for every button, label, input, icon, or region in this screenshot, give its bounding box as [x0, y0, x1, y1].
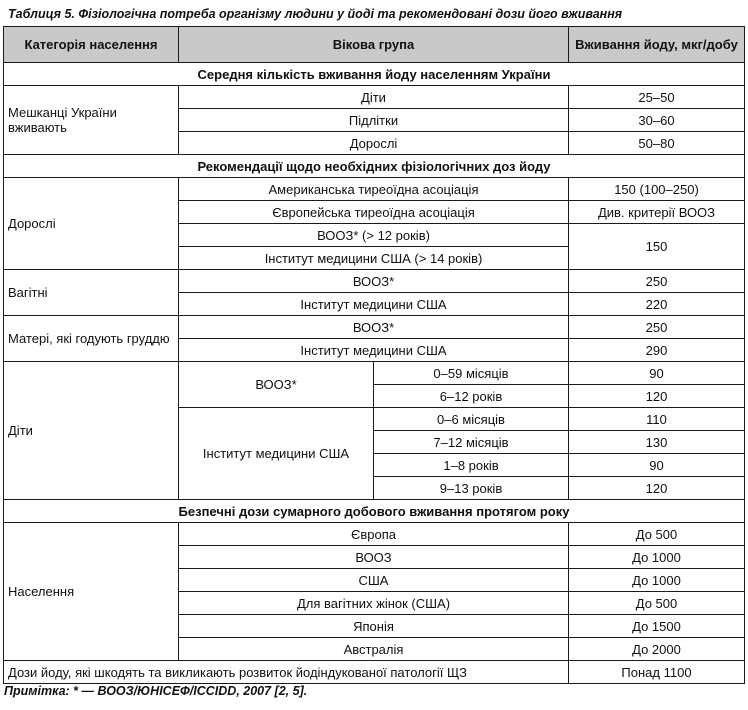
group-cell: Для вагітних жінок (США) [179, 592, 569, 615]
group-cell: Дорослі [179, 132, 569, 155]
header-intake: Вживання йоду, мкг/добу [569, 27, 745, 63]
value-cell: 25–50 [569, 86, 745, 109]
table-row [4, 316, 745, 339]
value-cell: До 500 [569, 523, 745, 546]
category-cell: Вагітні [4, 270, 179, 316]
category-cell: Мешканці України вживають [4, 86, 179, 155]
table-caption: Таблиця 5. Фізіологічна потреба організму людини у йоді та рекомендовані дози його вживання [8, 7, 623, 21]
harmful-value: Понад 1100 [569, 661, 745, 684]
category-cell: Населення [4, 523, 179, 661]
age-cell: 7–12 місяців [374, 431, 569, 454]
table-row [4, 178, 745, 201]
group-cell: ВООЗ* (> 12 років) [179, 224, 569, 247]
age-cell: 6–12 років [374, 385, 569, 408]
value-cell: 90 [569, 454, 745, 477]
section-title: Рекомендації щодо необхідних фізіологічних доз йоду [4, 155, 745, 178]
group-cell: ВООЗ* [179, 316, 569, 339]
value-cell: 220 [569, 293, 745, 316]
table-row [4, 523, 745, 546]
value-cell: 250 [569, 270, 745, 293]
table-row [4, 661, 745, 684]
harmful-label: Дози йоду, які шкодять та викликають розвиток йодіндукованої патології ЩЗ [4, 661, 569, 684]
category-cell: Дорослі [4, 178, 179, 270]
section-title: Середня кількість вживання йоду населенням України [4, 63, 745, 86]
group-cell: Японія [179, 615, 569, 638]
group-cell: ВООЗ* [179, 270, 569, 293]
value-cell: 50–80 [569, 132, 745, 155]
group-cell: Європейська тиреоїдна асоціація [179, 201, 569, 224]
value-cell: До 1000 [569, 546, 745, 569]
group-cell: Європа [179, 523, 569, 546]
value-cell: 290 [569, 339, 745, 362]
value-cell: До 500 [569, 592, 745, 615]
value-cell: 30–60 [569, 109, 745, 132]
value-cell: 110 [569, 408, 745, 431]
value-cell: 130 [569, 431, 745, 454]
value-cell: 120 [569, 477, 745, 500]
header-row [4, 27, 745, 63]
header-category: Категорія населення [4, 27, 179, 63]
table-note: Примітка: * — ВООЗ/ЮНІСЕФ/ІССІDD, 2007 [2, 5]. [4, 684, 308, 698]
table-row [4, 362, 745, 385]
table-row [4, 270, 745, 293]
group-cell: ВООЗ [179, 546, 569, 569]
value-cell: 150 [569, 224, 745, 270]
age-cell: 9–13 років [374, 477, 569, 500]
value-cell: 250 [569, 316, 745, 339]
category-cell: Діти [4, 362, 179, 500]
source-cell: Інститут медицини США [179, 408, 374, 500]
age-cell: 0–6 місяців [374, 408, 569, 431]
group-cell: Діти [179, 86, 569, 109]
value-cell: Див. критерії ВООЗ [569, 201, 745, 224]
group-cell: Австралія [179, 638, 569, 661]
table-row [4, 86, 745, 109]
value-cell: До 1500 [569, 615, 745, 638]
group-cell: Інститут медицини США [179, 339, 569, 362]
value-cell: До 1000 [569, 569, 745, 592]
group-cell: Інститут медицини США (> 14 років) [179, 247, 569, 270]
age-cell: 1–8 років [374, 454, 569, 477]
age-cell: 0–59 місяців [374, 362, 569, 385]
group-cell: США [179, 569, 569, 592]
value-cell: До 2000 [569, 638, 745, 661]
value-cell: 90 [569, 362, 745, 385]
value-cell: 150 (100–250) [569, 178, 745, 201]
group-cell: Інститут медицини США [179, 293, 569, 316]
header-age-group: Вікова група [179, 27, 569, 63]
group-cell: Підлітки [179, 109, 569, 132]
source-cell: ВООЗ* [179, 362, 374, 408]
value-cell: 120 [569, 385, 745, 408]
category-cell: Матері, які годують груддю [4, 316, 179, 362]
group-cell: Американська тиреоїдна асоціація [179, 178, 569, 201]
section-title: Безпечні дози сумарного добового вживання протягом року [4, 500, 745, 523]
iodine-table [3, 26, 745, 684]
